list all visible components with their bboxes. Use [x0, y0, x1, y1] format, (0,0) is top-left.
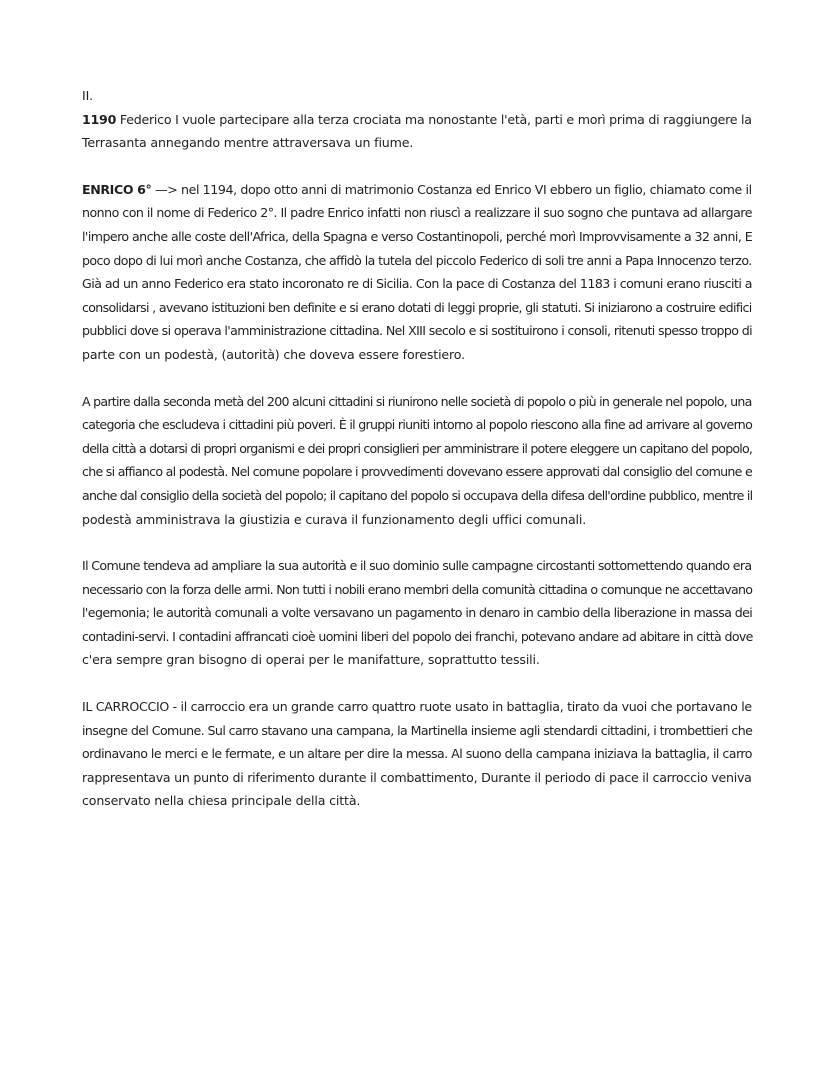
paragraph-line: che si affianco al podestà. Nel comune popolare i provvedimenti dovevano essere approvati dal consiglio del comune e — [82, 464, 752, 480]
paragraph-line: A partire dalla seconda metà del 200 alcuni cittadini si riunirono nelle società di popolo o più in generale nel popolo, una — [82, 393, 752, 409]
paragraph-line: c'era sempre gran bisogno di operai per le manifatture, soprattutto tessili. — [82, 652, 540, 668]
paragraph-line: consolidarsi , avevano istituzioni ben definite e si erano dotati di leggi proprie, gli statuti. Si iniziarono a costruire edifici — [82, 299, 752, 315]
paragraph-line: conservato nella chiesa principale della città. — [82, 793, 361, 809]
paragraph-1 — [82, 108, 752, 155]
paragraph-line: l'egemonia; le autorità comunali a volte versavano un pagamento in denaro in cambio della liberazione in massa dei — [82, 605, 753, 621]
paragraph-line: parte con un podestà, (autorità) che doveva essere forestiero. — [82, 346, 465, 362]
paragraph-line: IL CARROCCIO - il carroccio era un grande carro quattro ruote usato in battaglia, tirato da vuoi che portavano le — [82, 699, 752, 715]
enrico-label: ENRICO 6° — [82, 181, 152, 197]
paragraph-3 — [82, 390, 752, 532]
paragraph-line: categoria che escludeva i cittadini più poveri. È il gruppi riuniti intorno al popolo riescono alla fine ad arrivare al governo — [82, 417, 753, 433]
paragraph-line: Già ad un anno Federico era stato incoronato re di Sicilia. Con la pace di Costanza del 1183 i comuni erano riusciti a — [82, 276, 752, 292]
paragraph-line: Il Comune tendeva ad ampliare la sua autorità e il suo dominio sulle campagne circostanti sottomettendo quando era — [82, 558, 752, 574]
paragraph-line: ordinavano le merci e le fermate, e un altare per dire la messa. Al suono della campana iniziava la battaglia, il carro — [82, 746, 752, 762]
paragraph-2 — [82, 178, 752, 367]
paragraph-line: rappresentava un punto di riferimento durante il combattimento, Durante il periodo di pace il carroccio veniva — [82, 769, 752, 785]
paragraph-line: Terrasanta annegando mentre attraversava un fiume. — [82, 135, 414, 151]
paragraph-5 — [82, 695, 752, 813]
paragraph-line: necessario con la forza delle armi. Non tutti i nobili erano membri della comunità cittadina o comunque ne accettavano — [82, 581, 753, 597]
paragraph-line: l'impero anche alle coste dell'Africa, della Spagna e verso Costantinopoli, perché morì Improvvisamente a 32 anni, E — [82, 228, 753, 244]
paragraph-line: contadini-servi. I contadini affrancati cioè uomini liberi del popolo dei franchi, potevano andare ad abitare in città dove — [82, 628, 753, 644]
paragraph-line: podestà amministrava la giustizia e curava il funzionamento degli uffici comunali. — [82, 511, 587, 527]
paragraph-4 — [82, 554, 752, 672]
paragraph-line: poco dopo di lui morì anche Costanza, che affidò la tutela del piccolo Federico di soli tre anni a Papa Innocenzo terzo. — [82, 252, 752, 268]
paragraph-line: insegne del Comune. Sul carro stavano una campana, la Martinella insieme agli stendardi cittadini, i trombettieri che — [82, 722, 753, 738]
section-heading: II. — [82, 88, 93, 103]
paragraph-line: nonno con il nome di Federico 2°. Il padre Enrico infatti non riuscì a realizzare il suo sogno che puntava ad allargare — [82, 205, 752, 221]
paragraph-line: anche dal consiglio della società del popolo; il capitano del popolo si occupava della difesa dell'ordine pubblico, mentre il — [82, 487, 753, 503]
paragraph-line: della città a dotarsi di propri organismi e dei propri consiglieri per amministrare il potere eleggere un capitano del popolo, — [82, 440, 753, 456]
paragraph-line: 1190 Federico I vuole partecipare alla terza crociata ma nonostante l'età, parti e morì prima di raggiungere la — [82, 111, 752, 127]
year-1190: 1190 — [82, 111, 117, 127]
paragraph-line: pubblici dove si operava l'amministrazione cittadina. Nel XIII secolo e si sostituirono i consoli, ritenuti spesso troppo di — [82, 323, 753, 339]
document-page — [82, 84, 752, 813]
paragraph-line: ENRICO 6° —> nel 1194, dopo otto anni di matrimonio Costanza ed Enrico VI ebbero un figlio, chiamato come il — [82, 181, 752, 197]
